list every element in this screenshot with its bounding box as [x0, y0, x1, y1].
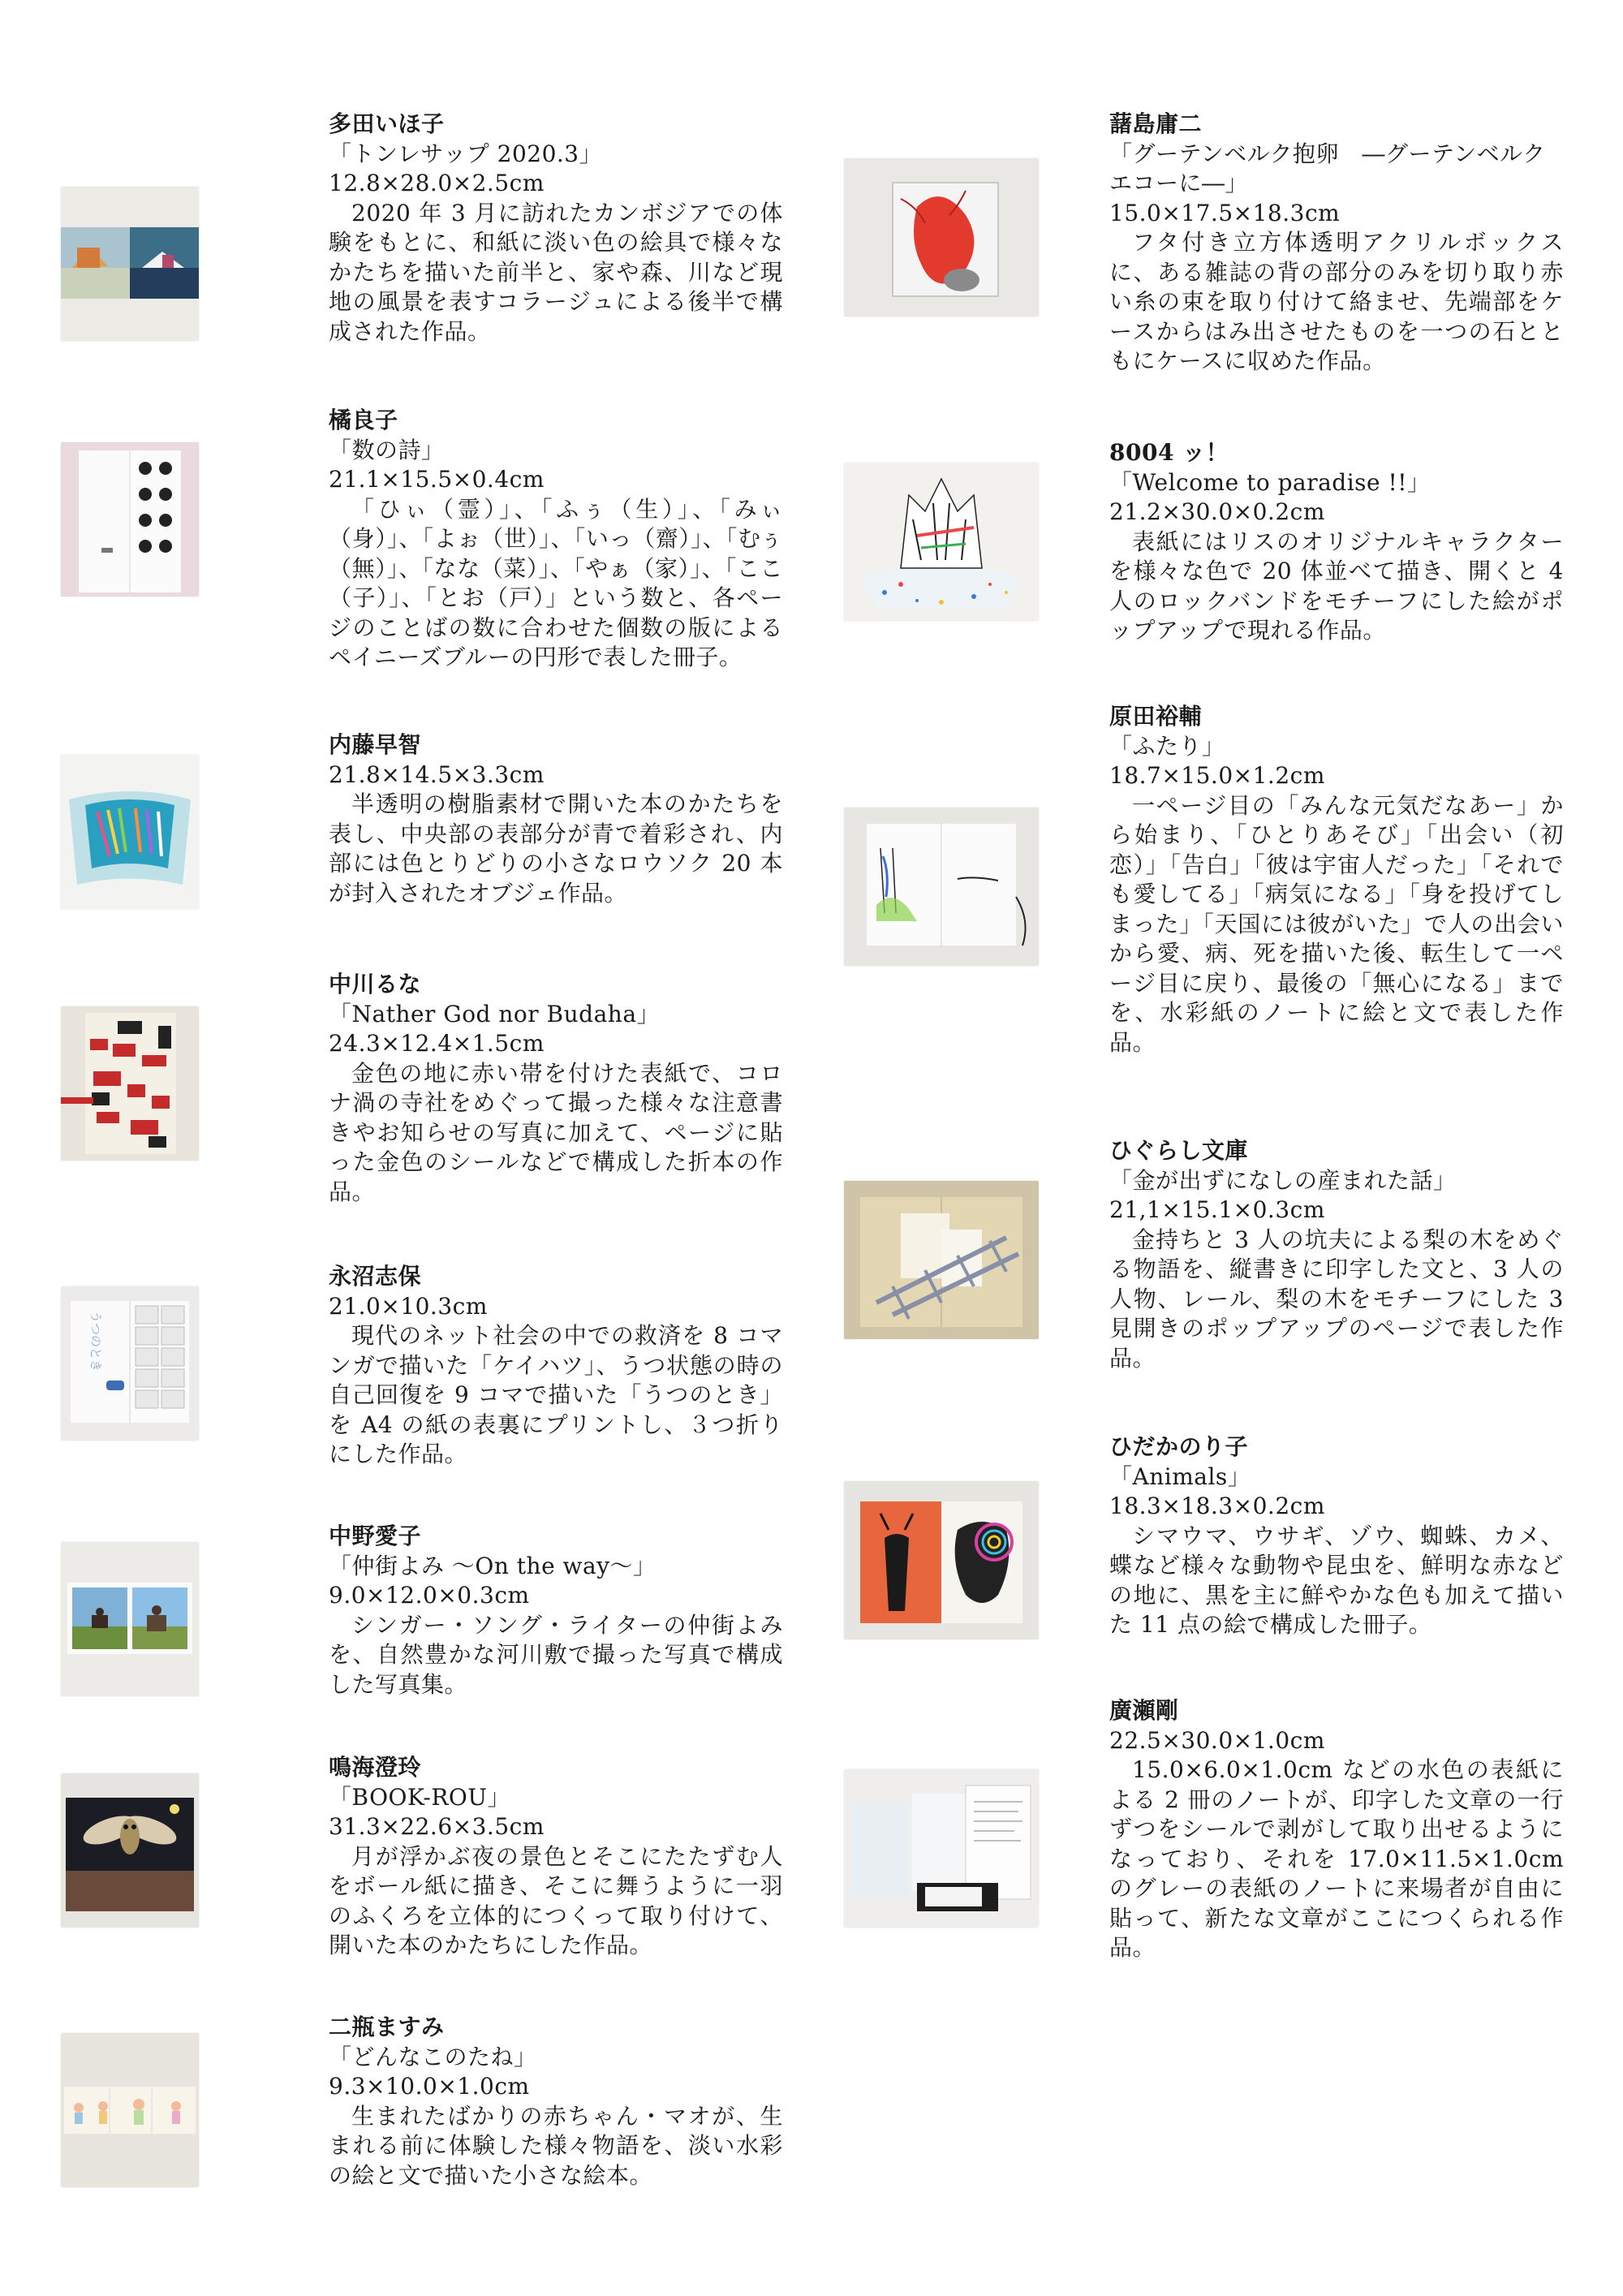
- manga-leaflet-photo: [61, 1286, 199, 1441]
- work-title: 「金が出ずになしの産まれた話」: [1109, 1166, 1457, 1194]
- artist-name: 8004 ッ！: [1109, 439, 1229, 466]
- work-description: 半透明の樹脂素材で開いた本のかたちを表し、中央部の表部分が青で着彩され、内部には色とりどりの小さなロウソク 20 本が封入されたオブジェ作品。: [329, 790, 783, 907]
- animals-book-photo: [844, 1481, 1039, 1639]
- artist-name: 鳴海澄玲: [329, 1754, 422, 1781]
- work-description: 表紙にはリスのオリジナルキャラクターを様々な色で 20 体並べて描き、開くと 4 人のロックバンドをモチーフにした絵がポップアップで現れる作品。: [1109, 528, 1564, 644]
- work-title: 「Welcome to paradise !!」: [1109, 468, 1431, 496]
- work-dimensions: 21,1×15.1×0.3cm: [1109, 1196, 1325, 1223]
- artist-name: 橘良子: [329, 407, 398, 433]
- acrylic-box-photo: [844, 158, 1039, 317]
- work-dimensions: 12.8×28.0×2.5cm: [329, 170, 545, 196]
- popup-band-photo: [844, 463, 1039, 621]
- artist-name: 中野愛子: [329, 1523, 422, 1549]
- artist-name: ひぐらし文庫: [1109, 1137, 1249, 1164]
- popup-rail-photo: [844, 1181, 1039, 1339]
- artist-name: 中川るな: [329, 971, 422, 997]
- dots-booklet-photo: [61, 442, 199, 597]
- work-title: 「グーテンベルク抱卵 ―グーテンベルクエコーに―」: [1109, 140, 1546, 196]
- work-description: 月が浮かぶ夜の景色とそこにたたずむ人をボール紙に描き、そこに舞うように一羽のふくろを立体的につくって取り付けて、開いた本のかたちにした作品。: [329, 1842, 783, 1958]
- work-dimensions: 21.1×15.5×0.4cm: [329, 466, 545, 493]
- work-dimensions: 21.0×10.3cm: [329, 1292, 488, 1320]
- artist-name: 廣瀬剛: [1109, 1697, 1179, 1724]
- owl-book-photo: [61, 1773, 199, 1928]
- artist-name: 多田いほ子: [329, 110, 445, 137]
- artist-name: 内藤早智: [329, 731, 422, 758]
- work-title: 「BOOK-ROU」: [329, 1783, 510, 1811]
- work-dimensions: 9.0×12.0×0.3cm: [329, 1582, 530, 1609]
- resin-book-photo: [61, 755, 199, 909]
- work-description: 「ひぃ（霊）」、「ふぅ（生）」、「みぃ（身）」、「よぉ（世）」、「いっ（齋）」、「むぅ（無）」、「なな（菜）」、「やぁ（家）」、「ここ（子）」、「とお（戸）」という数と、各ページのことばの数に合わせた個数の版によるペイニーズブルーの円形で表した冊子。: [329, 495, 783, 670]
- notebooks-photo: [844, 1769, 1039, 1928]
- work-dimensions: 15.0×17.5×18.3cm: [1109, 199, 1341, 226]
- work-title: 「Animals」: [1109, 1462, 1251, 1490]
- work-dimensions: 18.3×18.3×0.2cm: [1109, 1493, 1325, 1519]
- work-title: 「どんなこのたね」: [329, 2043, 537, 2070]
- work-dimensions: 21.2×30.0×0.2cm: [1109, 498, 1325, 525]
- artist-name: 藷島庸二: [1109, 110, 1203, 137]
- work-description: 2020 年 3 月に訪れたカンボジアでの体験をもとに、和紙に淡い色の絵具で様々なかたちを描いた前半と、家や森、川など現地の風景を表すコラージュによる後半で構成された作品。: [329, 199, 783, 345]
- work-description: 一ページ目の「みんな元気だなあー」から始まり、「ひとりあそび」「出会い（初恋）」「告白」「彼は宇宙人だった」「それでも愛してる」「病気になる」「身を投げてしまった」「天国には彼がいた」で人の出会いから愛、病、死を描いた後、転生して一ページ目に戻り、最後の「無心になる」までを、水彩紙のノートに絵と文で表した作品。: [1109, 791, 1564, 1056]
- work-dimensions: 9.3×10.0×1.0cm: [329, 2073, 530, 2100]
- work-dimensions: 31.3×22.6×3.5cm: [329, 1813, 545, 1840]
- work-description: 生まれたばかりの赤ちゃん・マオが、生まれる前に体験した様々物語を、淡い水彩の絵と文で描いた小さな絵本。: [329, 2102, 783, 2189]
- work-description: シマウマ、ウサギ、ゾウ、蜘蛛、カメ、蝶など様々な動物や昆虫を、鮮明な赤などの地に、黒を主に鮮やかな色も加えて描いた 11 点の絵で構成した冊子。: [1109, 1522, 1564, 1638]
- work-title: 「仲街よみ 〜On the way〜」: [329, 1552, 657, 1579]
- leaflet-cover-text: うつのとき: [88, 1311, 103, 1372]
- work-dimensions: 22.5×30.0×1.0cm: [1109, 1726, 1325, 1754]
- work-description: 金持ちと 3 人の坑夫による梨の木をめぐる物語を、縦書きに印字した文と、3 人の人物、レール、梨の木をモチーフにした 3 見開きのポップアップのページで表した作品。: [1109, 1226, 1564, 1372]
- folded-book-landscape-photo: [61, 187, 199, 341]
- work-description: シンガー・ソング・ライターの仲街よみを、自然豊かな河川敷で撮った写真で構成した写真集。: [329, 1611, 783, 1698]
- work-description: 金色の地に赤い帯を付けた表紙で、コロナ渦の寺社をめぐって撮った様々な注意書きやお知らせの写真に加えて、ページに貼った金色のシールなどで構成した折本の作品。: [329, 1059, 783, 1205]
- work-title: 「数の詩」: [329, 436, 445, 463]
- work-title: 「Nather God nor Budaha」: [329, 1000, 661, 1027]
- photobook-photo: [61, 1542, 199, 1696]
- watercolor-notebook-photo: [844, 808, 1039, 966]
- work-dimensions: 18.7×15.0×1.2cm: [1109, 762, 1325, 789]
- work-title: 「トンレサップ 2020.3」: [329, 140, 603, 167]
- collage-book-photo: [61, 1006, 199, 1161]
- work-description: 現代のネット社会の中での救済を 8 コマンガで描いた「ケイハツ」、うつ状態の時の自己回復を 9 コマで描いた「うつのとき」を A4 の紙の表裏にプリントし、３つ折りにした作品。: [329, 1322, 783, 1467]
- work-dimensions: 24.3×12.4×1.5cm: [329, 1030, 545, 1057]
- work-description: 15.0×6.0×1.0cm などの水色の表紙による 2 冊のノートが、印字した文章の一行ずつをシールで剥がして取り出せるようになっており、それを 17.0×11.5×1.0cm のグレーの表紙のノートに来場者が自由に貼って、新たな文章がここにつくられる作品。: [1109, 1756, 1564, 1961]
- artist-name: 二瓶ますみ: [329, 2014, 445, 2040]
- artist-name: 原田裕輔: [1109, 703, 1203, 730]
- artist-name: 永沼志保: [329, 1263, 422, 1290]
- work-title: 「ふたり」: [1109, 732, 1225, 760]
- watercolor-picturebook-photo: [61, 2033, 199, 2187]
- artist-name: ひだかのり子: [1109, 1433, 1249, 1460]
- work-description: フタ付き立方体透明アクリルボックスに、ある雑誌の背の部分のみを切り取り赤い糸の束を取り付けて絡ませ、先端部をケースからはみ出させたものを一つの石とともにケースに収めた作品。: [1109, 229, 1564, 374]
- work-dimensions: 21.8×14.5×3.3cm: [329, 760, 545, 788]
